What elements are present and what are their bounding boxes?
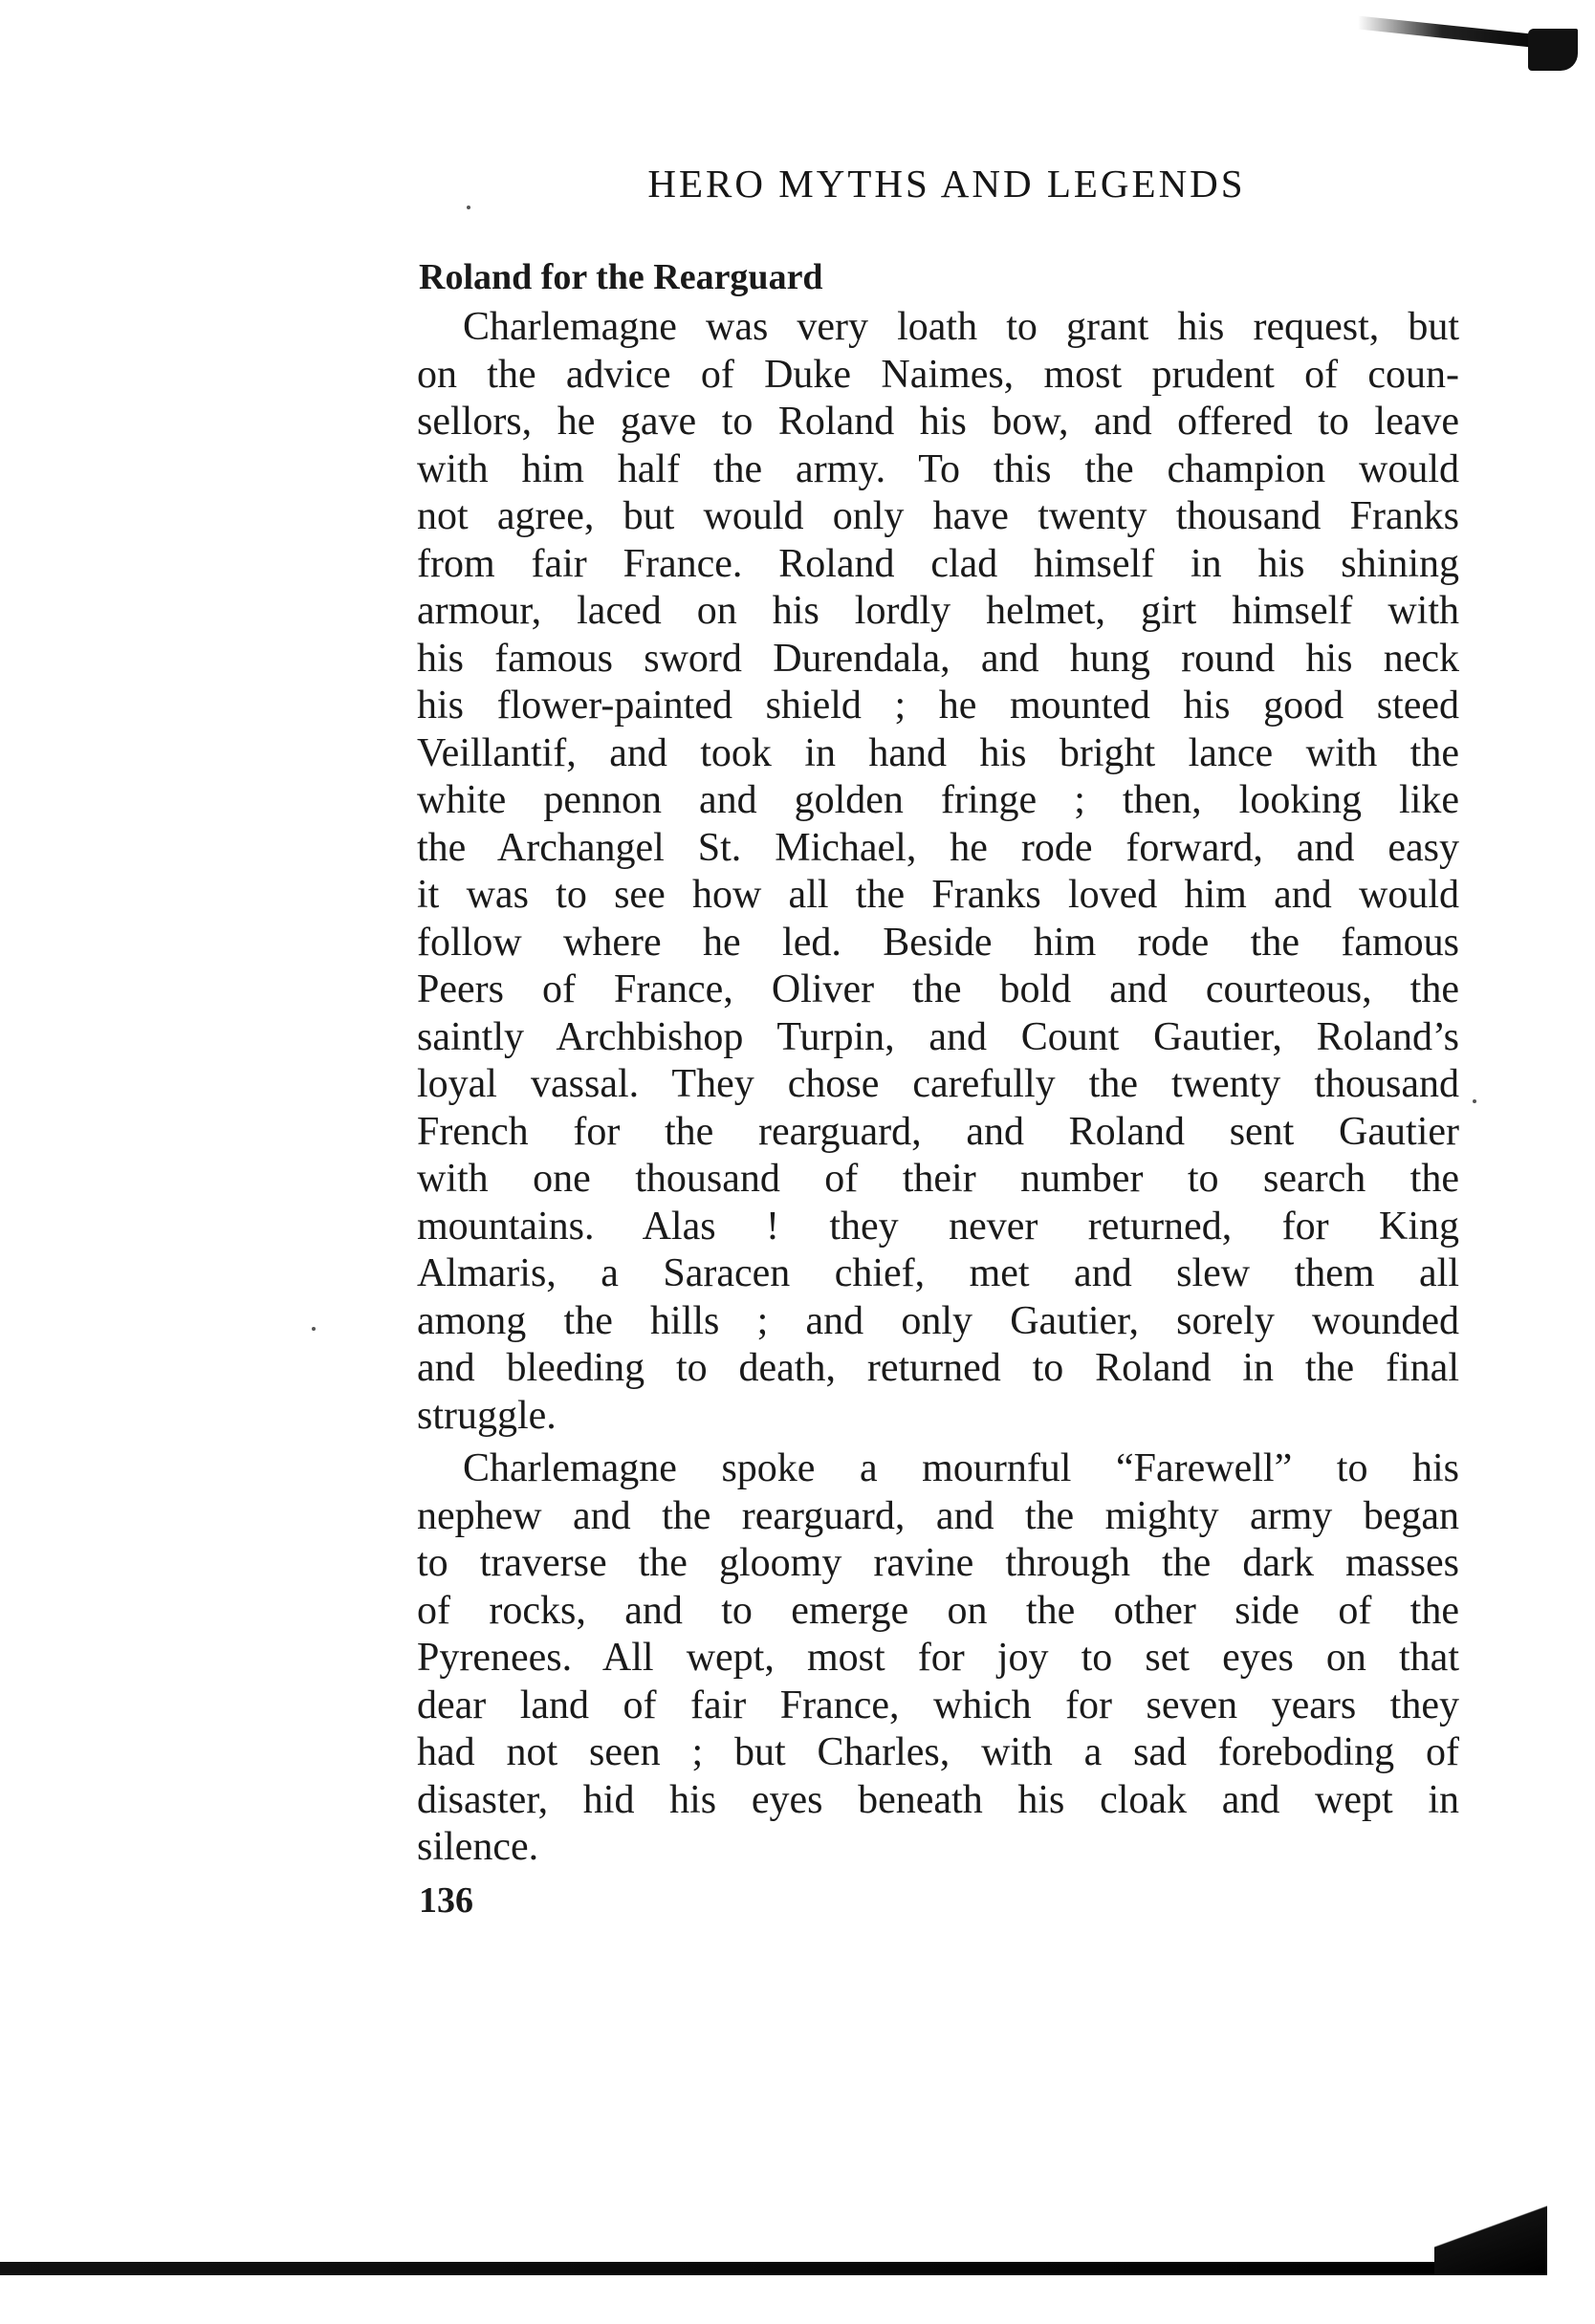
- text-line: his famous sword Durendala, and hung round his neck: [417, 636, 1459, 681]
- page-number: 136: [419, 1880, 473, 1921]
- running-head: HERO MYTHS AND LEGENDS: [647, 162, 1246, 206]
- text-line: among the hills ; and only Gautier, sorely wounded: [417, 1298, 1459, 1343]
- text-line: Pyrenees. All wept, most for joy to set eyes on that: [417, 1636, 1459, 1680]
- text-line: the Archangel St. Michael, he rode forward, and easy: [417, 825, 1459, 870]
- text-line: saintly Archbishop Turpin, and Count Gautier, Roland’s: [417, 1014, 1459, 1059]
- text-line: not agree, but would only have twenty thousand Franks: [417, 494, 1459, 538]
- text-line: mountains. Alas ! they never returned, for King: [417, 1204, 1459, 1249]
- section-heading: Roland for the Rearguard: [419, 257, 823, 297]
- text-line: Charlemagne spoke a mournful “Farewell” to his: [463, 1446, 1459, 1490]
- text-line: had not seen ; but Charles, with a sad foreboding of: [417, 1730, 1459, 1774]
- top-corner-ink-blot: [1528, 29, 1578, 71]
- text-line: French for the rearguard, and Roland sent Gautier: [417, 1109, 1459, 1154]
- text-line: and bleeding to death, returned to Roland in the final: [417, 1346, 1459, 1390]
- text-line: follow where he led. Beside him rode the famous: [417, 920, 1459, 965]
- paper-speck: [1473, 1099, 1476, 1103]
- text-line: it was to see how all the Franks loved him and would: [417, 873, 1459, 917]
- text-line: dear land of fair France, which for seven years they: [417, 1683, 1459, 1727]
- text-line: on the advice of Duke Naimes, most prudent of coun-: [417, 352, 1459, 397]
- text-line: Charlemagne was very loath to grant his request, but: [463, 305, 1459, 349]
- paragraph-2: [417, 1445, 1459, 1872]
- text-line: nephew and the rearguard, and the mighty army began: [417, 1493, 1459, 1538]
- text-line: white pennon and golden fringe ; then, looking like: [417, 778, 1459, 822]
- paragraph-1: [417, 304, 1459, 1440]
- text-line: struggle.: [417, 1393, 557, 1438]
- text-line: loyal vassal. They chose carefully the twenty thousand: [417, 1062, 1459, 1106]
- paper-speck: [312, 1327, 316, 1331]
- text-line: with him half the army. To this the champion would: [417, 446, 1459, 491]
- text-line: sellors, he gave to Roland his bow, and offered to leave: [417, 400, 1459, 444]
- text-line: to traverse the gloomy ravine through the dark masses: [417, 1541, 1459, 1585]
- text-line: disaster, hid his eyes beneath his cloak and wept in: [417, 1777, 1459, 1822]
- text-line: silence.: [417, 1825, 539, 1869]
- text-line: with one thousand of their number to search the: [417, 1157, 1459, 1201]
- text-line: his flower-painted shield ; he mounted his good steed: [417, 684, 1459, 728]
- paper-speck: [467, 206, 470, 209]
- text-line: Peers of France, Oliver the bold and courteous, the: [417, 967, 1459, 1011]
- text-line: Veillantif, and took in hand his bright lance with the: [417, 730, 1459, 775]
- text-line: of rocks, and to emerge on the other side of the: [417, 1588, 1459, 1633]
- text-line: Almaris, a Saracen chief, met and slew them all: [417, 1251, 1459, 1295]
- bottom-corner-ink-blot: [1434, 2189, 1547, 2275]
- bottom-edge-ink-rule: [0, 2262, 1540, 2275]
- text-line: armour, laced on his lordly helmet, girt himself with: [417, 589, 1459, 633]
- text-line: from fair France. Roland clad himself in his shining: [417, 541, 1459, 586]
